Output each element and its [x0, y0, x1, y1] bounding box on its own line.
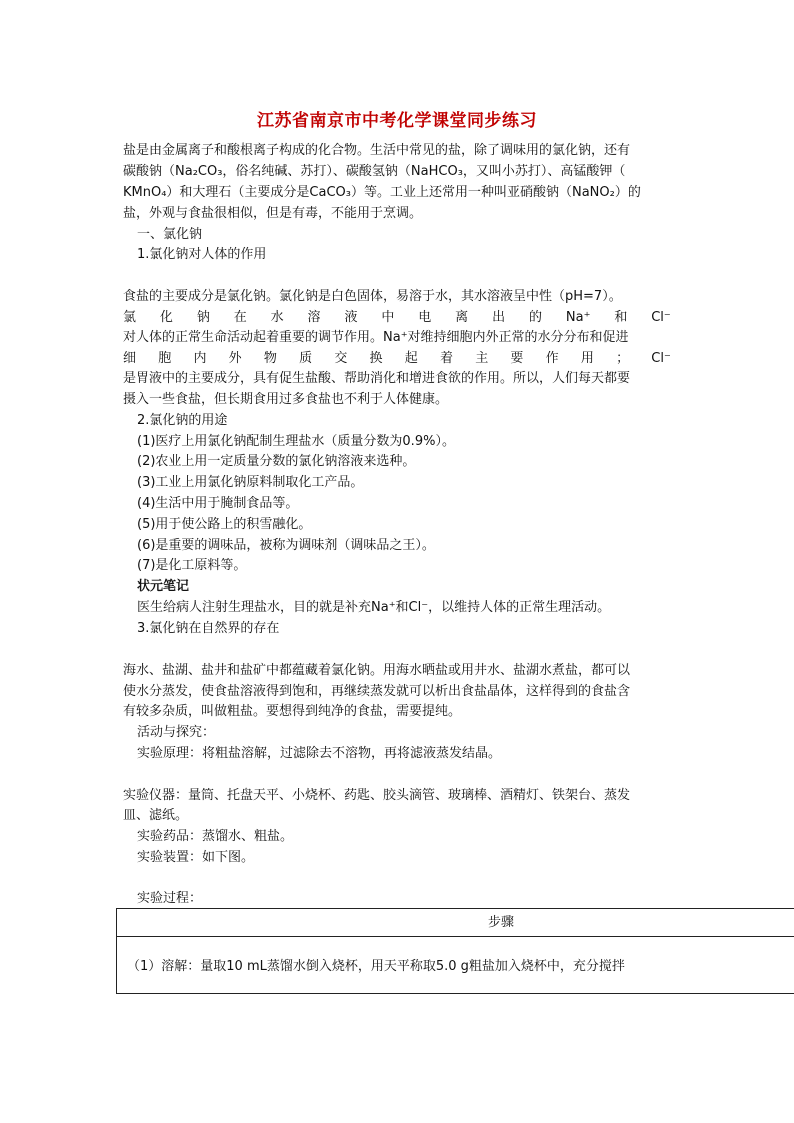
use-item: (7)是化工原料等。	[137, 558, 247, 573]
experiment-process: 实验过程：	[137, 891, 203, 906]
para1-line-6: 摄入一些食盐，但长期食用过多食盐也不利于人体健康。	[123, 392, 449, 407]
table-row: （1）溶解：量取10 mL蒸馏水倒入烧杯，用天平称取5.0 g粗盐加入烧杯中，充分搅拌	[127, 959, 625, 974]
para3-line-3: 有较多杂质，叫做粗盐。要想得到纯净的食盐，需要提纯。	[123, 704, 462, 719]
use-item: (4)生活中用于腌制食品等。	[137, 496, 299, 511]
apparatus-line-2: 皿、滤纸。	[123, 808, 189, 823]
use-item: (6)是重要的调味品，被称为调味剂（调味品之王）。	[137, 538, 435, 553]
activity-heading: 活动与探究：	[137, 725, 216, 740]
intro-line-2: 碳酸钠（Na₂CO₃，俗名纯碱、苏打）、碳酸氢钠（NaHCO₃，又叫小苏打）、高锰酸钾（	[123, 164, 626, 179]
para3-line-1: 海水、盐湖、盐井和盐矿中都蕴藏着氯化钠。用海水晒盐或用井水、盐湖水煮盐，都可以	[123, 663, 631, 678]
para1-line-1: 食盐的主要成分是氯化钠。氯化钠是白色固体，易溶于水，其水溶液呈中性（pH=7）。	[123, 289, 622, 304]
use-item: (1)医疗上用氯化钠配制生理盐水（质量分数为0.9%）。	[137, 434, 455, 449]
steps-table	[116, 908, 794, 994]
para3-line-2: 使水分蒸发，使食盐溶液得到饱和，再继续蒸发就可以析出食盐晶体，这样得到的食盐含	[123, 684, 631, 699]
experiment-setup: 实验装置：如下图。	[137, 850, 255, 865]
note-text: 医生给病人注射生理盐水，目的就是补充Na⁺和Cl⁻，以维持人体的正常生理活动。	[137, 600, 611, 615]
subsection-heading-1: 1.氯化钠对人体的作用	[137, 247, 267, 262]
subsection-heading-2: 2.氯化钠的用途	[137, 413, 228, 428]
table-header-label: 步骤	[488, 915, 515, 930]
para1-line-2: 氯 化 钠 在 水 溶 液 中 电 离 出 的 Na⁺ 和 Cl⁻	[123, 310, 671, 325]
use-item: (5)用于使公路上的积雪融化。	[137, 517, 312, 532]
experiment-reagents: 实验药品：蒸馏水、粗盐。	[137, 829, 294, 844]
intro-line-4: 盐，外观与食盐很相似，但是有毒，不能用于烹调。	[123, 206, 423, 221]
use-item: (3)工业上用氯化钠原料制取化工产品。	[137, 475, 364, 490]
apparatus-line-1: 实验仪器：量筒、托盘天平、小烧杯、药匙、胶头滴管、玻璃棒、酒精灯、铁架台、蒸发	[123, 788, 631, 803]
para1-line-4: 细 胞 内 外 物 质 交 换 起 着 主 要 作 用 ； Cl⁻	[123, 351, 671, 366]
use-item: (2)农业上用一定质量分数的氯化钠溶液来选种。	[137, 454, 416, 469]
intro-line-1: 盐是由金属离子和酸根离子构成的化合物。生活中常见的盐，除了调味用的氯化钠，还有	[123, 143, 631, 158]
note-title: 状元笔记	[137, 579, 190, 594]
document-title: 江苏省南京市中考化学课堂同步练习	[257, 111, 537, 131]
intro-line-3: KMnO₄）和大理石（主要成分是CaCO₃）等。工业上还常用一种叫亚硝酸钠（NaNO₂）的	[123, 185, 641, 200]
table-header	[117, 909, 794, 937]
section-heading: 一、氯化钠	[137, 227, 203, 242]
para1-line-5: 是胃液中的主要成分，具有促生盐酸、帮助消化和增进食欲的作用。所以，人们每天都要	[123, 371, 631, 386]
subsection-heading-3: 3.氯化钠在自然界的存在	[137, 621, 280, 636]
experiment-principle: 实验原理：将粗盐溶解，过滤除去不溶物，再将滤液蒸发结晶。	[137, 746, 502, 761]
para1-line-3: 对人体的正常生命活动起着重要的调节作用。Na⁺对维持细胞内外正常的水分分布和促进	[123, 330, 629, 345]
